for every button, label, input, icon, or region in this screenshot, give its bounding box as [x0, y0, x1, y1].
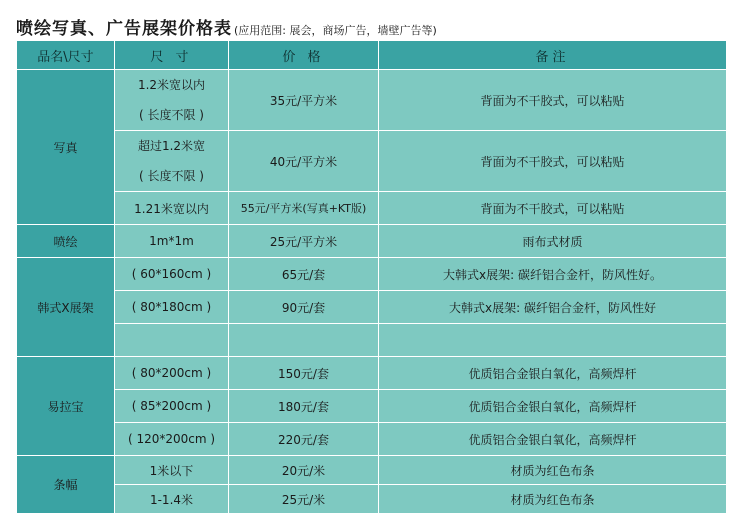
price-cell: 150元/套	[229, 357, 379, 390]
table-row	[17, 485, 727, 514]
size-cell: ( 85*200cm )	[115, 390, 229, 423]
table-row	[17, 456, 727, 485]
table-row	[17, 70, 727, 131]
price-cell: 25元/平方米	[229, 225, 379, 258]
size-line: 1.2米宽以内	[137, 78, 206, 92]
category-x-stand: 韩式X展架	[17, 258, 115, 357]
size-line: 超过1.2米宽	[137, 139, 206, 153]
note-cell: 背面为不干胶式，可以粘贴	[379, 70, 727, 131]
category-yilabao: 易拉宝	[17, 357, 115, 456]
header-price: 价 格	[229, 41, 379, 70]
size-cell: 1m*1m	[115, 225, 229, 258]
size-cell	[115, 324, 229, 357]
note-cell: 优质铝合金银白氧化，高频焊杆	[379, 423, 727, 456]
size-line: ( 长度不限 )	[139, 108, 204, 122]
category-penhui: 喷绘	[17, 225, 115, 258]
table-row	[17, 258, 727, 291]
size-cell: 1米以下	[115, 456, 229, 485]
note-cell: 大韩式x展架: 碳纤铝合金杆，防风性好	[379, 291, 727, 324]
price-cell: 65元/套	[229, 258, 379, 291]
category-tiaofu: 条幅	[17, 456, 115, 514]
note-cell: 雨布式材质	[379, 225, 727, 258]
title-main: 喷绘写真、广告展架价格表	[16, 19, 232, 39]
table-row	[17, 324, 727, 357]
size-cell: ( 80*200cm )	[115, 357, 229, 390]
price-cell	[229, 324, 379, 357]
price-cell: 40元/平方米	[229, 131, 379, 192]
price-cell: 220元/套	[229, 423, 379, 456]
table-row	[17, 291, 727, 324]
price-cell: 55元/平方米(写真+KT版)	[229, 192, 379, 225]
price-table	[16, 40, 727, 514]
header-row	[17, 41, 727, 70]
category-xiezhen: 写真	[17, 70, 115, 225]
header-note: 备注	[379, 41, 727, 70]
note-cell: 优质铝合金银白氧化，高频焊杆	[379, 390, 727, 423]
note-cell: 材质为红色布条	[379, 456, 727, 485]
size-cell	[115, 70, 229, 131]
title-sub: (应用范围: 展会，商场广告，墙壁广告等)	[234, 24, 437, 37]
note-cell	[379, 324, 727, 357]
price-cell: 35元/平方米	[229, 70, 379, 131]
table-row	[17, 192, 727, 225]
note-cell: 大韩式x展架: 碳纤铝合金杆，防风性好。	[379, 258, 727, 291]
note-cell: 背面为不干胶式，可以粘贴	[379, 131, 727, 192]
table-row	[17, 423, 727, 456]
header-product: 品名\尺寸	[17, 41, 115, 70]
price-cell: 180元/套	[229, 390, 379, 423]
price-cell: 20元/米	[229, 456, 379, 485]
size-cell	[115, 131, 229, 192]
size-cell: ( 120*200cm )	[115, 423, 229, 456]
note-cell: 优质铝合金银白氧化，高频焊杆	[379, 357, 727, 390]
table-row	[17, 390, 727, 423]
note-cell: 材质为红色布条	[379, 485, 727, 514]
table-row	[17, 225, 727, 258]
size-cell: ( 60*160cm )	[115, 258, 229, 291]
price-cell: 25元/米	[229, 485, 379, 514]
price-cell: 90元/套	[229, 291, 379, 324]
note-cell: 背面为不干胶式，可以粘贴	[379, 192, 727, 225]
size-line: ( 长度不限 )	[139, 169, 204, 183]
page-title	[16, 14, 437, 39]
size-cell: 1-1.4米	[115, 485, 229, 514]
header-size: 尺 寸	[115, 41, 229, 70]
table-row	[17, 131, 727, 192]
size-cell: 1.21米宽以内	[115, 192, 229, 225]
table-row	[17, 357, 727, 390]
size-cell: ( 80*180cm )	[115, 291, 229, 324]
